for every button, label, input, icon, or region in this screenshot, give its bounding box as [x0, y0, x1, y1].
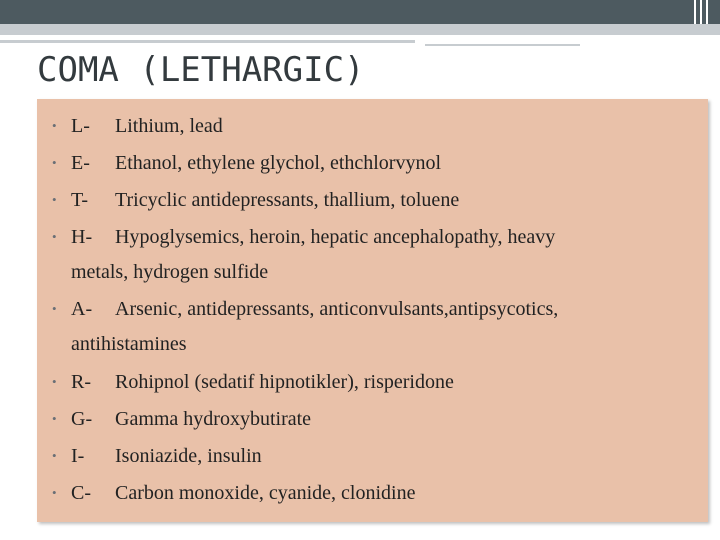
bullet-icon: •	[52, 118, 57, 133]
bullet-icon: •	[52, 411, 57, 426]
header-stripe	[706, 0, 708, 24]
item-code: T-	[71, 189, 89, 211]
item-text: Gamma hydroxybutirate	[115, 408, 312, 430]
item-code: R-	[71, 371, 91, 393]
item-text-continuation: antihistamines	[71, 333, 187, 355]
slide-title: COMA (LETHARGIC)	[37, 50, 365, 90]
bullet-icon: •	[52, 155, 57, 170]
header-stripe	[694, 0, 696, 24]
item-text-continuation: metals, hydrogen sulfide	[71, 261, 269, 283]
header-rule	[425, 44, 580, 46]
bullet-icon: •	[52, 448, 57, 463]
bullet-icon: •	[52, 485, 57, 500]
bullet-icon: •	[52, 374, 57, 389]
item-text: Ethanol, ethylene glychol, ethchlorvynol	[115, 152, 442, 174]
bullet-icon: •	[52, 229, 57, 244]
item-code: I-	[71, 445, 85, 467]
content-box	[37, 99, 708, 522]
item-code: G-	[71, 408, 93, 430]
bullet-icon: •	[52, 192, 57, 207]
item-text: Rohipnol (sedatif hipnotikler), risperidone	[115, 371, 454, 393]
item-code: A-	[71, 298, 93, 320]
header-stripe	[700, 0, 702, 24]
item-code: C-	[71, 482, 91, 504]
item-text: Tricyclic antidepressants, thallium, toluene	[115, 189, 460, 211]
item-text: Hypoglysemics, heroin, hepatic ancephalopathy, heavy	[115, 226, 556, 248]
bullet-icon: •	[52, 301, 57, 316]
header-bar-light	[0, 24, 720, 35]
item-code: E-	[71, 152, 90, 174]
item-text: Carbon monoxide, cyanide, clonidine	[115, 482, 416, 504]
header-rule	[0, 40, 415, 43]
item-text: Arsenic, antidepressants, anticonvulsants,antipsycotics,	[115, 298, 559, 320]
item-code: H-	[71, 226, 93, 248]
item-text: Isoniazide, insulin	[115, 445, 262, 467]
item-text: Lithium, lead	[115, 115, 223, 137]
header-bar-dark	[0, 0, 720, 24]
item-code: L-	[71, 115, 90, 137]
